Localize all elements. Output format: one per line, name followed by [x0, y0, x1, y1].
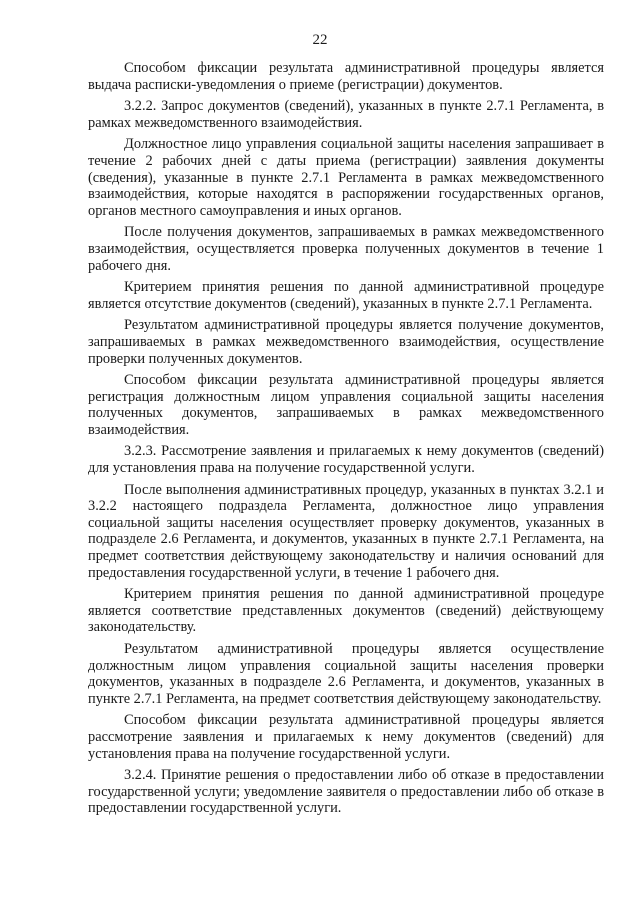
paragraph-procedure-result-receipt: Результатом административной процедуры является получение документов, запрашиваемых в рамках межведомственного взаимодействия, осуществление проверки полученных документов. — [88, 317, 604, 367]
paragraph-3-2-3-heading: 3.2.3. Рассмотрение заявления и прилагаемых к нему документов (сведений) для установления права на получение государственной услуги. — [88, 443, 604, 477]
paragraph-fixation-registration: Способом фиксации результата административной процедуры является регистрация должностным лицом управления социальной защиты населения полученных документов, запрашиваемых в рамках межведомственного взаимодействия. — [88, 372, 604, 438]
paragraph-procedure-result-verification: Результатом административной процедуры является осуществление должностным лицом управления социальной защиты населения проверки документов, указанных в подразделе 2.6 Регламента, и документов, указанных в пункте 2.7.1 Регламента, на предмет соответствия действующему законодательству. — [88, 641, 604, 707]
paragraph-fixation-review: Способом фиксации результата административной процедуры является рассмотрение заявления и прилагаемых к нему документов (сведений) для установления права на получение государственной услуги. — [88, 712, 604, 762]
paragraph-decision-criterion-compliance: Критерием принятия решения по данной административной процедуре является соответствие представленных документов (сведений) действующему законодательству. — [88, 586, 604, 636]
paragraph-3-2-2-heading: 3.2.2. Запрос документов (сведений), указанных в пункте 2.7.1 Регламента, в рамках межведомственного взаимодействия. — [88, 98, 604, 131]
paragraph-3-2-4-heading: 3.2.4. Принятие решения о предоставлении либо об отказе в предоставлении государственной услуги; уведомление заявителя о предоставлении либо об отказе в предоставлении государственной услуги. — [88, 767, 604, 817]
page-number: 22 — [312, 32, 328, 48]
paragraph-fixation-receipt: Способом фиксации результата административной процедуры является выдача расписки-уведомления о приеме (регистрации) документов. — [88, 60, 604, 93]
paragraph-verification: После выполнения административных процедур, указанных в пунктах 3.2.1 и 3.2.2 настоящего подраздела Регламента, должностное лицо управления социальной защиты населения осуществляет проверку документов, указанных в подразделе 2.6 Регламента, и документов, указанных в пункте 2.7.1 Регламента, на предмет соответствия действующему законодательству и наличия оснований для предоставления государственной услуги, в течение 1 рабочего дня. — [88, 481, 604, 581]
paragraph-decision-criterion-absence: Критерием принятия решения по данной административной процедуре является отсутствие документов (сведений), указанных в пункте 2.7.1 Регламента. — [88, 279, 604, 312]
document-body — [88, 60, 604, 822]
paragraph-documents-check: После получения документов, запрашиваемых в рамках межведомственного взаимодействия, осуществляется проверка полученных документов в течение 1 рабочего дня. — [88, 224, 604, 274]
paragraph-official-requests: Должностное лицо управления социальной защиты населения запрашивает в течение 2 рабочих дней с даты приема (регистрации) заявления документы (сведения), указанные в пункте 2.7.1 Регламента в рамках межведомственного взаимодействия, которые находятся в распоряжении государственных органов, органов местного самоуправления и иных органов. — [88, 136, 604, 219]
